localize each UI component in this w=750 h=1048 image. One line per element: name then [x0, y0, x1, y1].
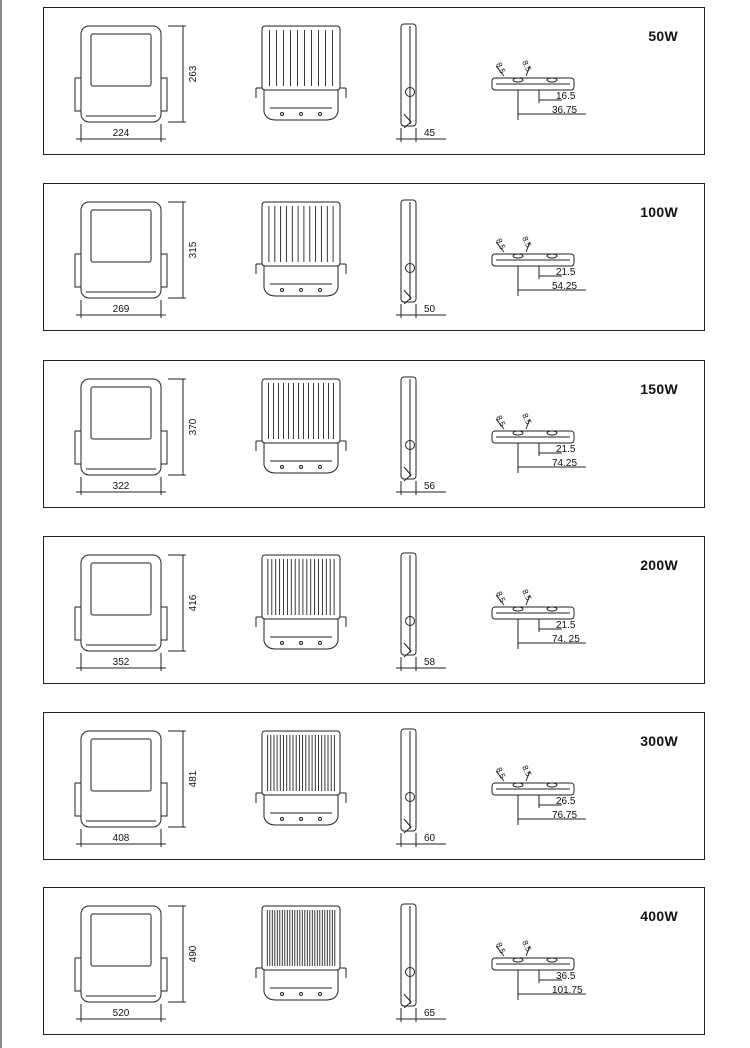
side-profile — [401, 729, 416, 831]
front-view — [75, 202, 186, 318]
width-label: 352 — [112, 657, 130, 668]
bracket-dim-a-label: 36.5 — [556, 971, 576, 982]
screw-hole — [281, 642, 284, 645]
width-label: 408 — [112, 833, 130, 844]
drawing-set — [44, 713, 704, 859]
side-profile — [401, 200, 416, 302]
height-dimension — [168, 906, 186, 1002]
screw-hole — [281, 113, 284, 116]
depth-dimension — [396, 304, 446, 318]
screw-hole — [319, 466, 322, 469]
hole-diameter-label: 8.5 — [520, 235, 534, 249]
mounting-bracket — [75, 783, 167, 816]
mounting-bracket — [75, 607, 167, 640]
screw-hole — [319, 818, 322, 821]
housing-outline — [81, 26, 161, 122]
rear-view — [256, 202, 346, 296]
side-view — [396, 904, 446, 1022]
slot-hole — [513, 958, 523, 962]
lens-panel — [91, 387, 151, 439]
lens-panel — [91, 914, 151, 966]
screw-hole — [300, 466, 303, 469]
height-label: 263 — [188, 65, 199, 83]
slot-hole — [547, 431, 557, 435]
mounting-bracket — [75, 78, 167, 111]
depth-dimension — [396, 481, 446, 495]
rear-view — [256, 555, 346, 649]
side-profile — [401, 377, 416, 479]
depth-label: 65 — [424, 1008, 436, 1019]
screw-hole — [300, 289, 303, 292]
slot-hole — [547, 78, 557, 82]
height-label: 416 — [188, 594, 199, 612]
wattage-label: 300W — [640, 733, 678, 749]
wattage-label: 150W — [640, 381, 678, 397]
width-label: 322 — [112, 481, 130, 492]
height-dimension — [168, 379, 186, 475]
screw-hole — [300, 642, 303, 645]
drawing-set — [44, 888, 704, 1034]
mounting-bracket — [75, 431, 167, 464]
hole-diameter-label: 8.5 — [520, 764, 534, 778]
height-dimension — [168, 26, 186, 122]
hole-diameter-label: 8.5 — [494, 590, 508, 604]
side-view — [396, 24, 446, 142]
side-view — [396, 377, 446, 495]
drawing-set — [44, 537, 704, 683]
screw-hole — [319, 993, 322, 996]
hole-diameter-label: 8.5 — [494, 61, 508, 75]
heatsink-fins — [269, 383, 334, 439]
front-view — [75, 26, 186, 142]
screw-hole — [300, 113, 303, 116]
housing-outline — [81, 202, 161, 298]
height-dimension — [168, 731, 186, 827]
heatsink-fins — [268, 735, 335, 791]
drawing-set — [44, 8, 704, 154]
depth-label: 50 — [424, 304, 436, 315]
slot-hole — [513, 783, 523, 787]
side-view — [396, 553, 446, 671]
slot-hole — [513, 431, 523, 435]
mounting-bracket — [75, 958, 167, 991]
bracket-dim-a-label: 16.5 — [556, 91, 576, 102]
heatsink-fins — [270, 30, 333, 86]
rear-view — [256, 731, 346, 825]
lens-panel — [91, 563, 151, 615]
heatsink-fins — [269, 206, 333, 262]
spec-panel — [43, 7, 705, 155]
depth-label: 56 — [424, 481, 436, 492]
bracket-dim-b-label: 54.25 — [552, 281, 578, 292]
depth-dimension — [396, 657, 446, 671]
bracket-dim-b-label: 74. 25 — [552, 634, 580, 645]
housing-outline — [81, 731, 161, 827]
drawing-set — [44, 361, 704, 507]
housing-outline — [81, 379, 161, 475]
front-view — [75, 731, 186, 847]
front-view — [75, 906, 186, 1022]
hole-diameter-label: 8.5 — [494, 237, 508, 251]
bracket-dim-b-label: 36.75 — [552, 105, 578, 116]
depth-dimension — [396, 1008, 446, 1022]
hole-diameter-label: 8.5 — [520, 412, 534, 426]
screw-hole — [281, 466, 284, 469]
screw-hole — [319, 113, 322, 116]
side-profile — [401, 24, 416, 126]
hole-diameter-label: 8.5 — [520, 588, 534, 602]
wattage-label: 400W — [640, 908, 678, 924]
screw-hole — [319, 289, 322, 292]
heatsink-outline — [262, 202, 340, 266]
heatsink-outline — [262, 906, 340, 970]
hole-diameter-label: 8.5 — [494, 414, 508, 428]
lens-panel — [91, 34, 151, 86]
screw-hole — [319, 642, 322, 645]
screw-hole — [281, 993, 284, 996]
wattage-label: 100W — [640, 204, 678, 220]
width-label: 224 — [112, 128, 130, 139]
rear-view — [256, 906, 346, 1000]
slot-hole — [513, 78, 523, 82]
slot-hole — [513, 254, 523, 258]
bracket-dim-b-label: 76.75 — [552, 810, 578, 821]
depth-label: 58 — [424, 657, 436, 668]
housing-outline — [81, 906, 161, 1002]
slot-hole — [547, 607, 557, 611]
lens-panel — [91, 739, 151, 791]
side-view — [396, 729, 446, 847]
side-profile — [401, 904, 416, 1006]
bracket-dim-b-label: 74.25 — [552, 458, 578, 469]
slot-hole — [547, 958, 557, 962]
hole-diameter-label: 8.5 — [494, 941, 508, 955]
depth-dimension — [396, 128, 446, 142]
hole-diameter-label: 8.5 — [520, 939, 534, 953]
heatsink-fins — [268, 559, 334, 615]
depth-dimension — [396, 833, 446, 847]
width-label: 269 — [112, 304, 130, 315]
lens-panel — [91, 210, 151, 262]
screw-hole — [281, 818, 284, 821]
rear-view — [256, 26, 346, 120]
height-label: 490 — [188, 945, 199, 963]
side-view — [396, 200, 446, 318]
drawing-set — [44, 184, 704, 330]
screw-hole — [300, 818, 303, 821]
spec-panel — [43, 183, 705, 331]
height-dimension — [168, 555, 186, 651]
screw-hole — [300, 993, 303, 996]
slot-hole — [513, 607, 523, 611]
depth-label: 60 — [424, 833, 436, 844]
height-label: 370 — [188, 418, 199, 436]
spec-panel — [43, 360, 705, 508]
spec-panel — [43, 712, 705, 860]
side-profile — [401, 553, 416, 655]
wattage-label: 50W — [648, 28, 678, 44]
screw-hole — [281, 289, 284, 292]
heatsink-outline — [262, 555, 340, 619]
housing-outline — [81, 555, 161, 651]
height-label: 481 — [188, 770, 199, 788]
wattage-label: 200W — [640, 557, 678, 573]
mounting-bracket — [75, 254, 167, 287]
bracket-dim-a-label: 21.5 — [556, 267, 576, 278]
hole-diameter-label: 8.5 — [494, 766, 508, 780]
front-view — [75, 379, 186, 495]
heatsink-fins — [267, 910, 335, 966]
spec-panel — [43, 536, 705, 684]
page-left-edge — [0, 0, 2, 1048]
slot-hole — [547, 254, 557, 258]
heatsink-outline — [262, 26, 340, 90]
bracket-dim-a-label: 26.5 — [556, 796, 576, 807]
rear-view — [256, 379, 346, 473]
bracket-dim-a-label: 21.5 — [556, 444, 576, 455]
depth-label: 45 — [424, 128, 436, 139]
bracket-dim-b-label: 101.75 — [552, 985, 583, 996]
bracket-dim-a-label: 21.5 — [556, 620, 576, 631]
spec-panel — [43, 887, 705, 1035]
hole-diameter-label: 8.5 — [520, 59, 534, 73]
height-dimension — [168, 202, 186, 298]
height-label: 315 — [188, 241, 199, 259]
width-label: 520 — [112, 1008, 130, 1019]
slot-hole — [547, 783, 557, 787]
front-view — [75, 555, 186, 671]
